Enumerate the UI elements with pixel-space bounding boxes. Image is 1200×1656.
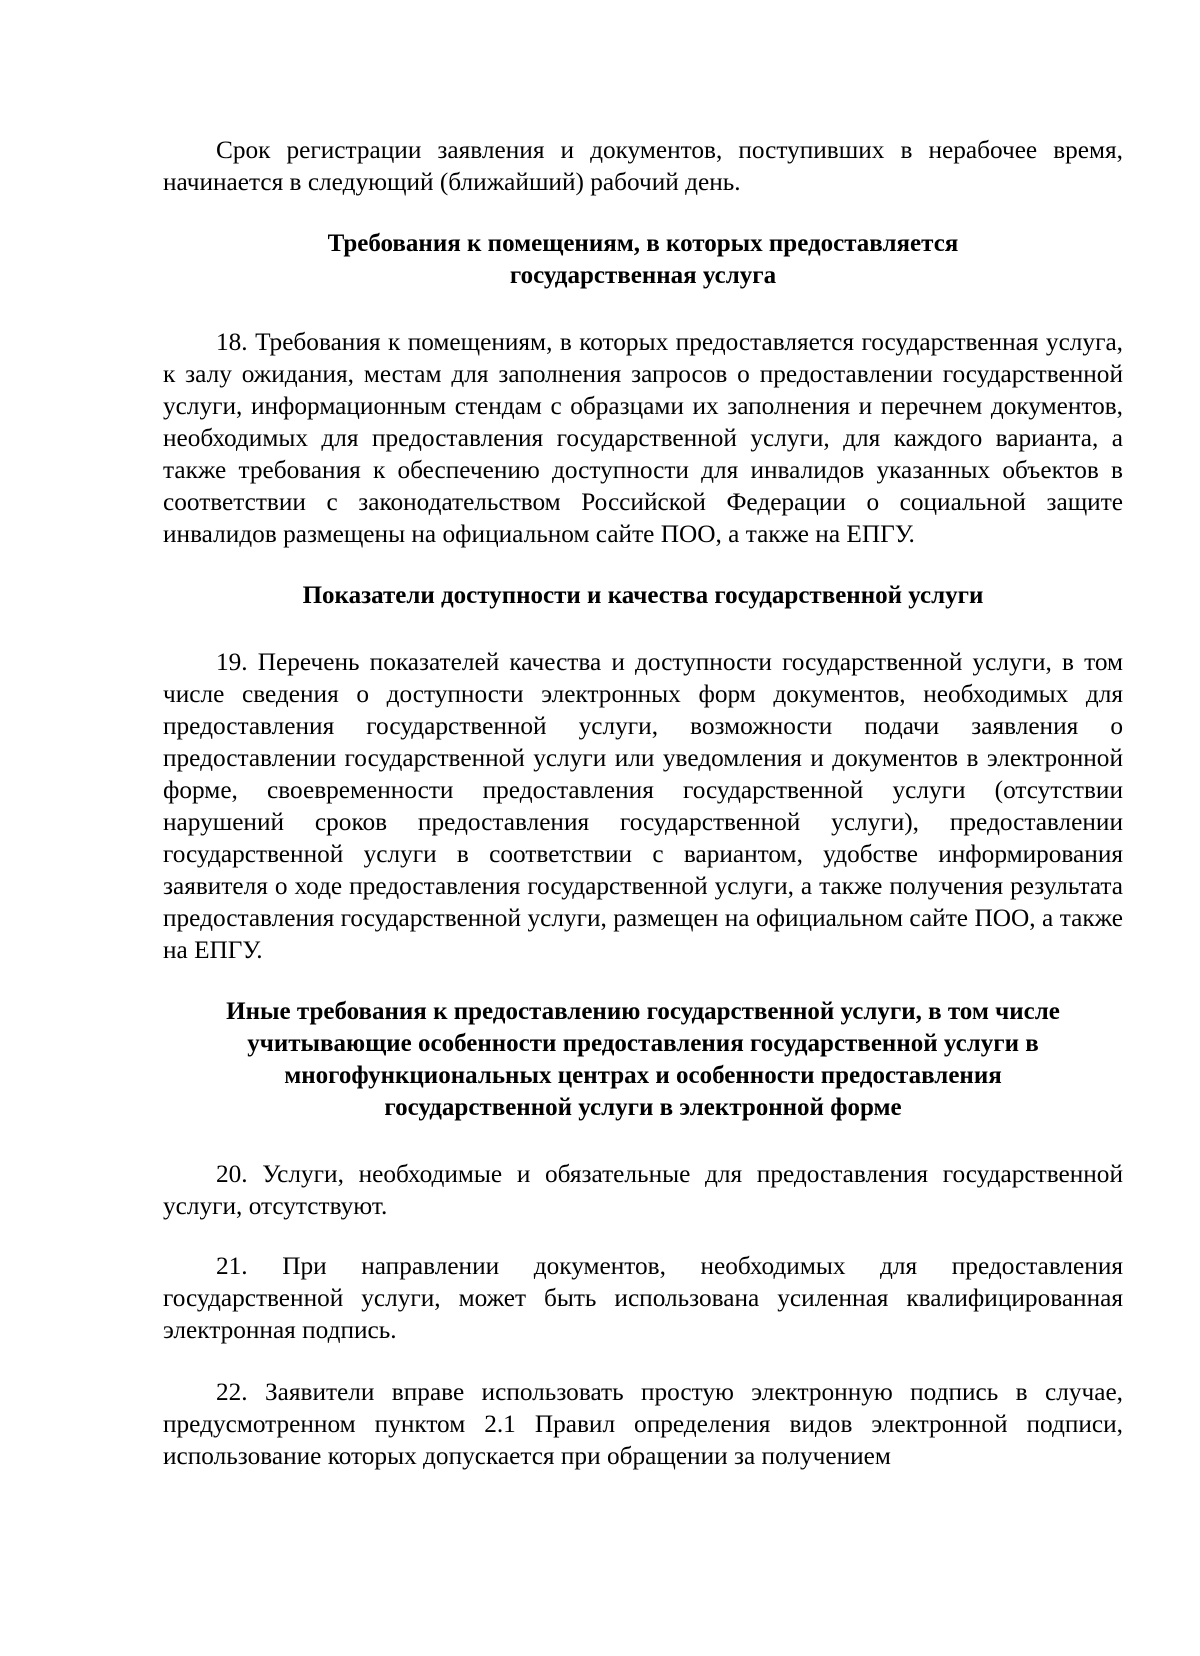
paragraph-21: 21. При направлении документов, необходимых для предоставления государственной услуги, может быть использована усиленная квалифицированная электронная подпись.: [163, 1252, 1123, 1344]
heading-other-line-3: многофункциональных центрах и особенности предоставления: [284, 1062, 1002, 1089]
paragraph-19: 19. Перечень показателей качества и доступности государственной услуги, в том числе сведения о доступности электронных форм документов, необходимых для предоставления государственной услуги, возможности подачи заявления о предоставлении государственной услуги или уведомления и документов в электронной форме, своевременности предоставления государственной услуги (отсутствии нарушений сроков предоставления государственной услуги), предоставлении государственной услуги в соответствии с вариантом, удобстве информирования заявителя о ходе предоставления государственной услуги, а также получения результата предоставления государственной услуги, размещен на официальном сайте ПОО, а также на ЕПГУ.: [163, 648, 1123, 964]
heading-other-line-2: учитывающие особенности предоставления государственной услуги в: [247, 1030, 1039, 1057]
heading-other-requirements: [163, 996, 1123, 1124]
heading-other-line-4: государственной услуги в электронной форме: [384, 1094, 902, 1121]
heading-availability-indicators: Показатели доступности и качества государственной услуги: [302, 582, 984, 609]
heading-premises-line-1: Требования к помещениям, в которых предоставляется: [327, 230, 959, 257]
paragraph-registration-deadline: Срок регистрации заявления и документов, поступивших в нерабочее время, начинается в следующий (ближайший) рабочий день.: [163, 136, 1123, 196]
document-page: [163, 134, 1123, 1472]
heading-premises-line-2: государственная услуга: [509, 262, 777, 289]
paragraph-22: 22. Заявители вправе использовать простую электронную подпись в случае, предусмотренном пунктом 2.1 Правил определения видов электронной подписи, использование которых допускается при обращении за получением: [163, 1378, 1123, 1470]
paragraph-18: 18. Требования к помещениям, в которых предоставляется государственная услуга, к залу ожидания, местам для заполнения запросов о предоставлении государственной услуги, информационным стендам с образцами их заполнения и перечнем документов, необходимых для предоставления государственной услуги, для каждого варианта, а также требования к обеспечению доступности для инвалидов указанных объектов в соответствии с законодательством Российской Федерации о социальной защите инвалидов размещены на официальном сайте ПОО, а также на ЕПГУ.: [163, 328, 1123, 548]
heading-premises-requirements: [163, 228, 1123, 292]
paragraph-20: 20. Услуги, необходимые и обязательные для предоставления государственной услуги, отсутствуют.: [163, 1160, 1123, 1220]
heading-other-line-1: Иные требования к предоставлению государственной услуги, в том числе: [226, 998, 1060, 1025]
